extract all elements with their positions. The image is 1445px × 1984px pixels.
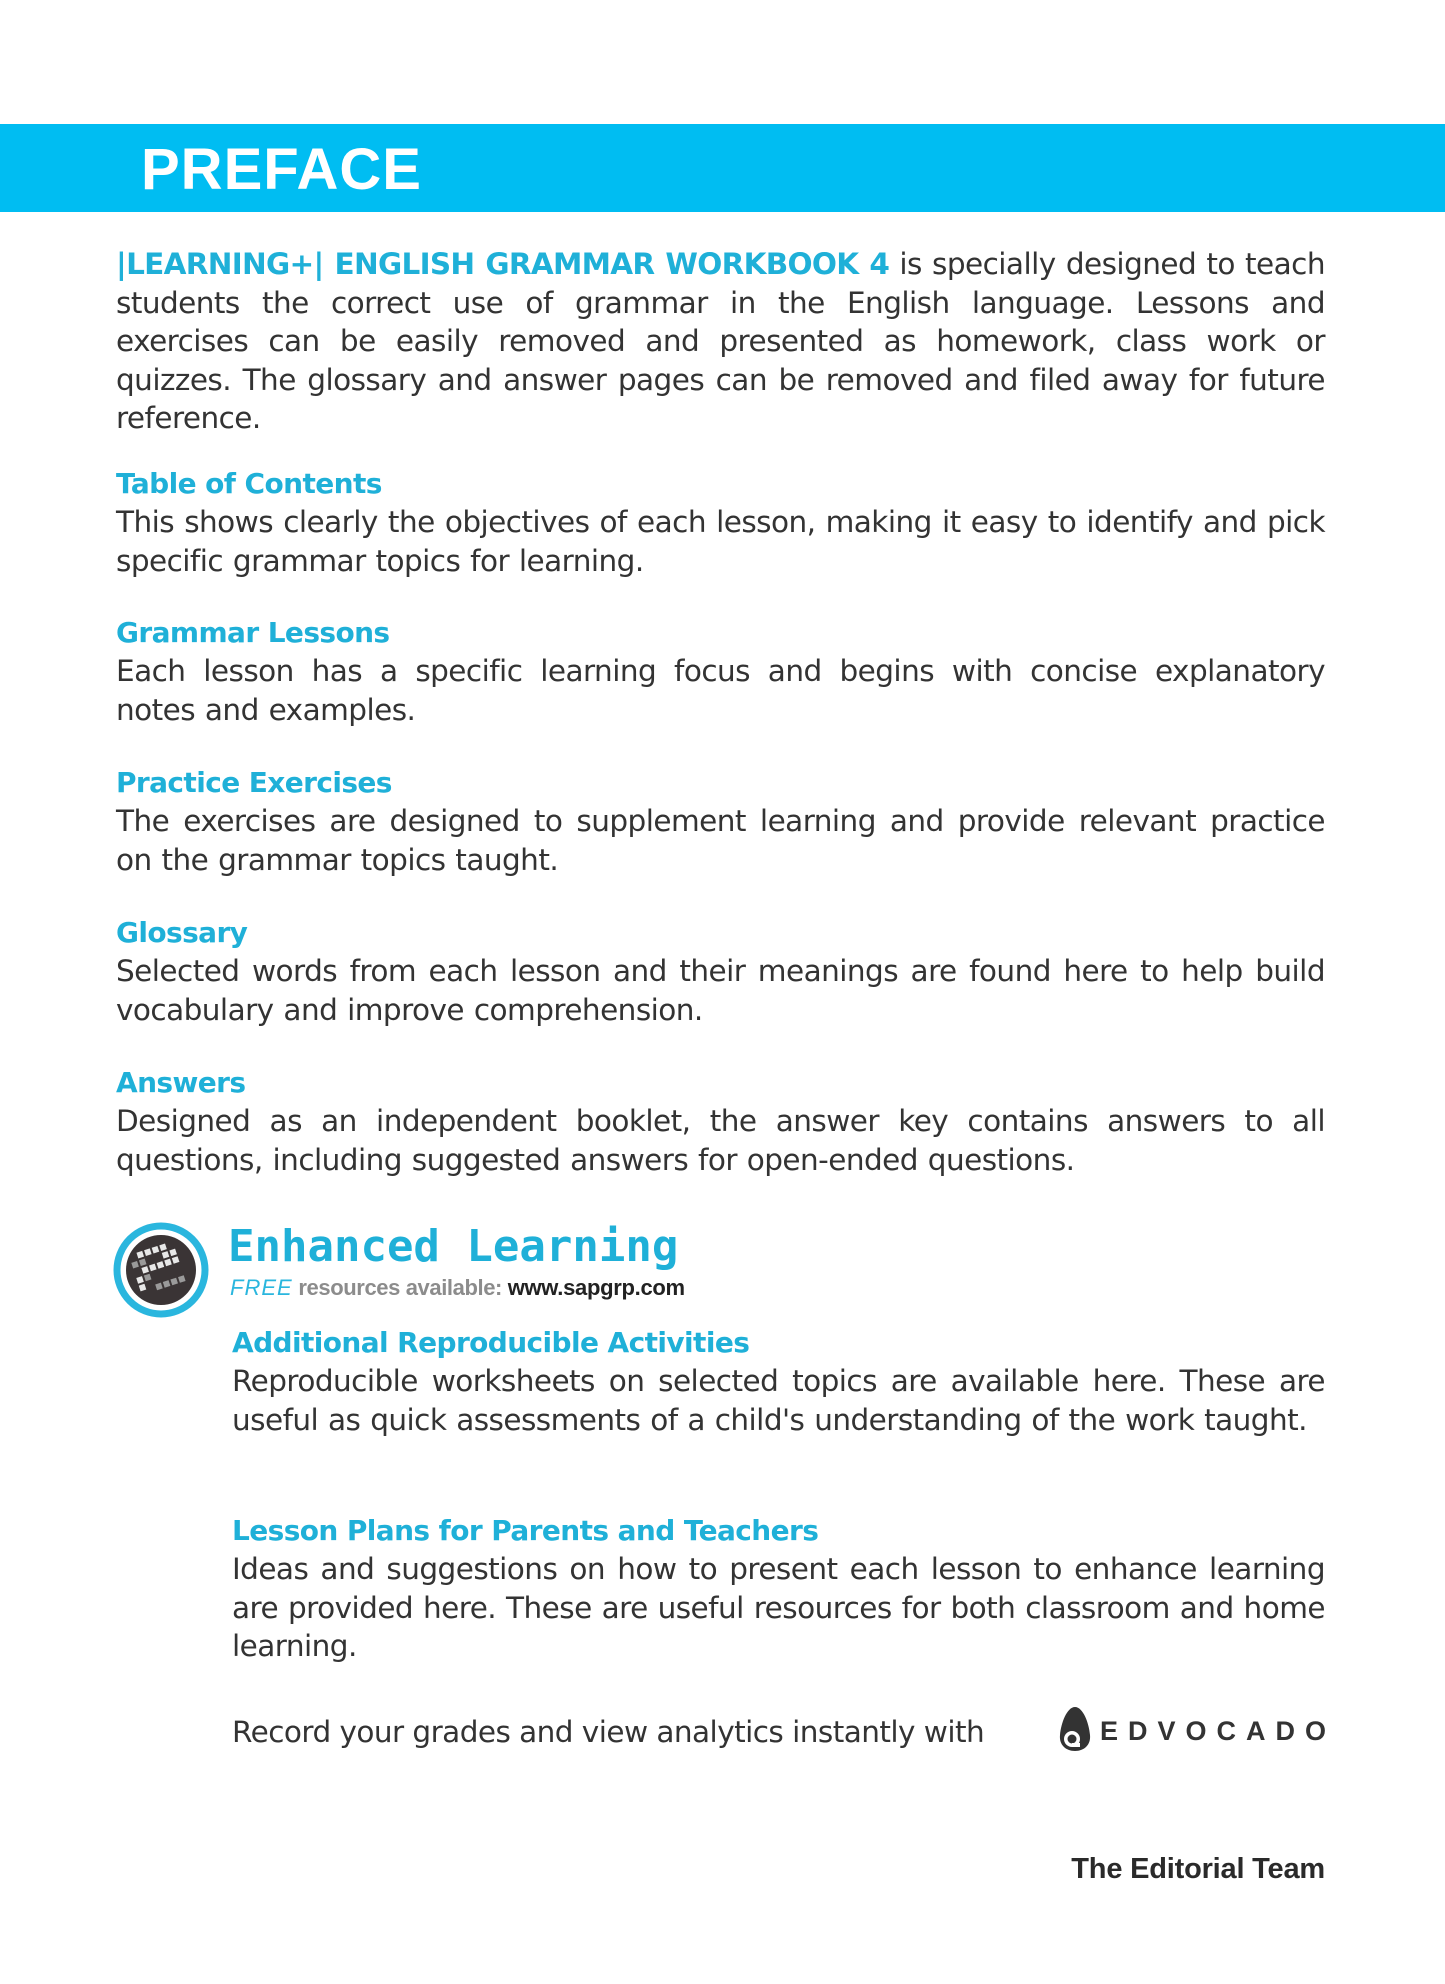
section-additional-activities [232,1324,1325,1439]
page-title: PREFACE [141,137,422,202]
section-body: This shows clearly the objectives of each lesson, making it easy to identify and pick specific grammar topics for learning. [116,505,1325,578]
resources-label: resources available: [292,1275,508,1300]
resources-url-link[interactable]: www.sapgrp.com [507,1275,685,1300]
record-grades-text: Record your grades and view analytics instantly with [232,1715,985,1749]
section-heading: Grammar Lessons [116,616,390,649]
enhanced-learning-subtitle [230,1274,685,1302]
book-title: |LEARNING+| ENGLISH GRAMMAR WORKBOOK 4 [116,247,890,281]
section-body: The exercises are designed to supplement learning and provide relevant practice on the grammar topics taught. [116,804,1325,877]
enhanced-learning-logo-icon [113,1222,209,1318]
section-heading: Answers [116,1066,246,1099]
section-heading: Table of Contents [116,467,382,500]
section-lesson-plans [232,1512,1325,1666]
section-heading: Lesson Plans for Parents and Teachers [232,1514,819,1547]
section-practice-exercises [116,764,1325,879]
enhanced-learning-title: Enhanced Learning [228,1221,679,1272]
section-heading: Additional Reproducible Activities [232,1326,750,1359]
section-body: Reproducible worksheets on selected topics are available here. These are useful as quick assessments of a child's understanding of the work taught. [232,1364,1325,1437]
intro-text: is specially designed to teach students the correct use of grammar in the English language. Lessons and exercises can be easily removed and presented as homework, class work or quizzes. The glossary and answer pages can be removed and filed away for future reference. [116,247,1325,436]
section-heading: Glossary [116,916,248,949]
free-label: FREE [230,1275,293,1300]
section-answers [116,1064,1325,1179]
edvocado-wordmark: EDVOCADO [1100,1715,1337,1746]
signature: The Editorial Team [1071,1853,1325,1885]
intro-paragraph [116,245,1325,438]
section-body: Each lesson has a specific learning focus and begins with concise explanatory notes and examples. [116,654,1325,727]
section-table-of-contents [116,465,1325,580]
section-glossary [116,914,1325,1029]
section-body: Designed as an independent booklet, the answer key contains answers to all questions, including suggested answers for open-ended questions. [116,1104,1325,1177]
section-body: Selected words from each lesson and their meanings are found here to help build vocabulary and improve comprehension. [116,954,1325,1027]
section-heading: Practice Exercises [116,766,392,799]
edvocado-logo-icon [1058,1705,1092,1757]
section-body: Ideas and suggestions on how to present each lesson to enhance learning are provided here. These are useful resources for both classroom and home learning. [232,1552,1325,1664]
section-grammar-lessons [116,614,1325,729]
edvocado-brand [1058,1706,1336,1756]
